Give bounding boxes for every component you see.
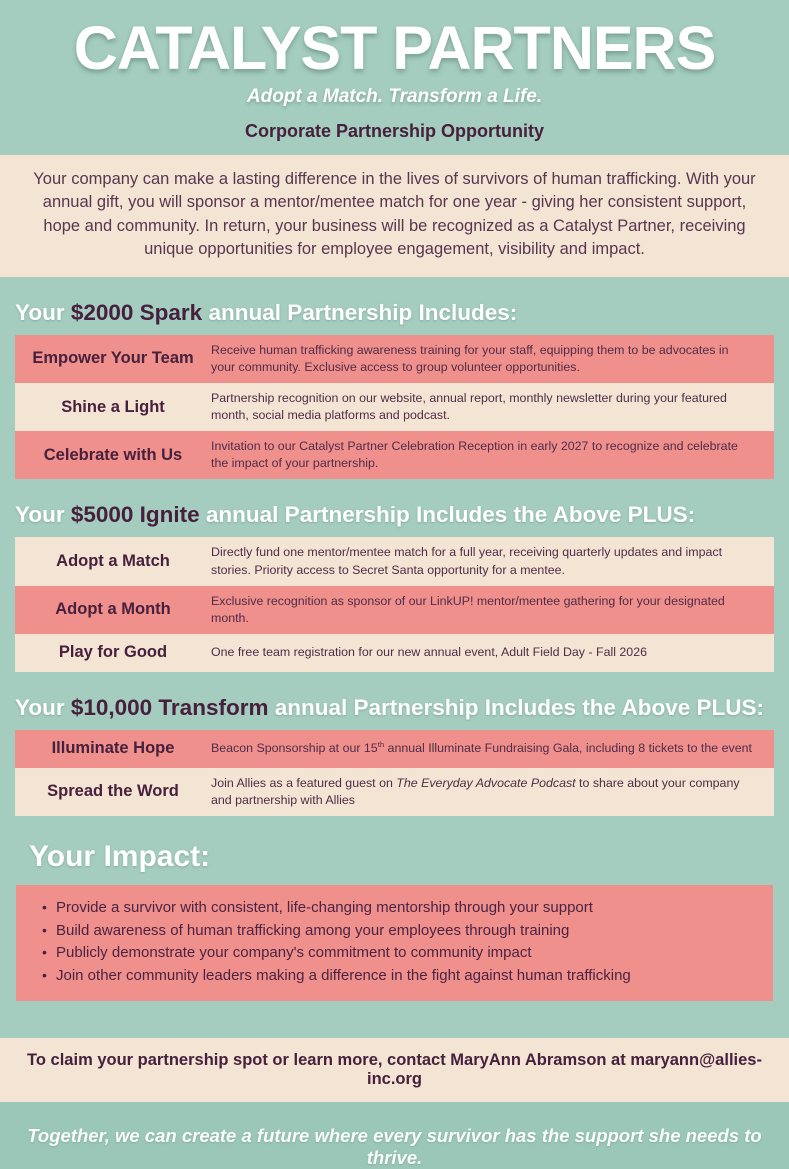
benefit-title: Adopt a Month — [55, 600, 171, 619]
benefit-description: Join Allies as a featured guest on The Everyday Advocate Podcast to share about your company and partnership with Allies — [211, 775, 740, 807]
impact-bullet: • Publicly demonstrate your company's commitment to community impact — [42, 942, 759, 965]
tier-ignite-heading — [15, 502, 774, 528]
contact-band — [0, 1038, 789, 1102]
benefit-title: Spread the Word — [47, 782, 179, 801]
benefit-description: Receive human trafficking awareness training for your staff, equipping them to be advocates in your community. Exclusive access to group volunteer opportunities. — [211, 342, 729, 374]
tier-heading-prefix: Your — [15, 502, 71, 528]
benefit-title: Illuminate Hope — [51, 739, 175, 758]
tagline: Adopt a Match. Transform a Life. — [246, 86, 543, 108]
benefit-title: Shine a Light — [61, 397, 165, 416]
benefit-description: Partnership recognition on our website, annual report, monthly newsletter during your featured month, social media platforms and podcast. — [211, 390, 727, 423]
tier-heading-suffix: annual Partnership Includes the Above PLUS: — [268, 694, 764, 720]
benefit-title: Play for Good — [58, 643, 168, 662]
tier-transform-heading — [15, 695, 774, 721]
tier-heading-suffix: annual Partnership Includes the Above PLUS: — [199, 502, 696, 528]
impact-bullet: • Join other community leaders making a difference in the fight against human trafficking — [42, 965, 759, 988]
table-row — [15, 335, 774, 383]
tier-ignite — [0, 479, 789, 671]
table-row — [15, 586, 774, 634]
ignite-benefits-table — [15, 537, 774, 671]
benefit-title: Empower Your Team — [32, 349, 194, 368]
transform-benefits-table — [15, 730, 774, 816]
contact-line: To claim your partnership spot or learn more, contact MaryAnn Abramson at maryann@allies-inc.org — [27, 1051, 762, 1089]
benefit-description: Exclusive recognition as sponsor of our LinkUP! mentor/mentee gathering for your designated month. — [211, 593, 725, 625]
intro-band — [0, 155, 789, 277]
benefit-description: One free team registration for our new annual event, Adult Field Day - Fall 2026 — [211, 645, 647, 660]
benefit-title: Celebrate with Us — [43, 445, 183, 464]
tier-spark — [0, 277, 789, 480]
page-title: CATALYST PARTNERS — [73, 14, 716, 82]
table-row — [15, 634, 774, 672]
table-row — [15, 383, 774, 431]
footer-quote: Together, we can create a future where every survivor has the support she needs to thrive. — [27, 1125, 762, 1169]
benefit-description: Beacon Sponsorship at our 15th annual Illuminate Fundraising Gala, including 8 tickets to the event — [211, 740, 752, 756]
benefit-title: Adopt a Match — [56, 552, 170, 570]
tier-heading-highlight: $2000 Spark — [70, 299, 203, 325]
tier-transform — [0, 672, 789, 816]
impact-bullet: • Provide a survivor with consistent, life-changing mentorship through your support — [42, 897, 759, 920]
header — [0, 0, 789, 142]
table-row — [15, 431, 774, 479]
tier-heading-prefix: Your — [15, 694, 71, 720]
tier-heading-prefix: Your — [15, 299, 71, 325]
intro-paragraph: Your company can make a lasting difference in the lives of survivors of human trafficking. With your annual gift, you will sponsor a mentor/mentee match for one year - giving her consistent support, hope and community. In return, your business will be recognized as a Catalyst Partner, receiving unique opportunities for employee engagement, visibility and impact. — [33, 170, 756, 259]
table-row — [15, 730, 774, 768]
tier-heading-suffix: annual Partnership Includes: — [202, 299, 518, 325]
spark-benefits-table — [15, 335, 774, 480]
impact-bullet: • Build awareness of human trafficking among your employees through training — [42, 920, 759, 943]
impact-section — [0, 816, 789, 1001]
benefit-description: Directly fund one mentor/mentee match for a full year, receiving quarterly updates and impact stories. Priority access to Secret Santa opportunity for a mentee. — [211, 545, 723, 577]
impact-list — [16, 885, 773, 1001]
tier-spark-heading — [15, 300, 774, 326]
impact-heading: Your Impact: — [29, 840, 211, 874]
table-row — [15, 537, 774, 585]
tier-heading-highlight: $10,000 Transform — [70, 694, 269, 720]
benefit-description: Invitation to our Catalyst Partner Celebration Reception in early 2027 to recognize and celebrate the impact of your partnership. — [211, 439, 738, 471]
subtitle: Corporate Partnership Opportunity — [244, 121, 545, 142]
tier-heading-highlight: $5000 Ignite — [70, 502, 200, 528]
footer-band — [0, 1102, 789, 1169]
table-row — [15, 768, 774, 816]
